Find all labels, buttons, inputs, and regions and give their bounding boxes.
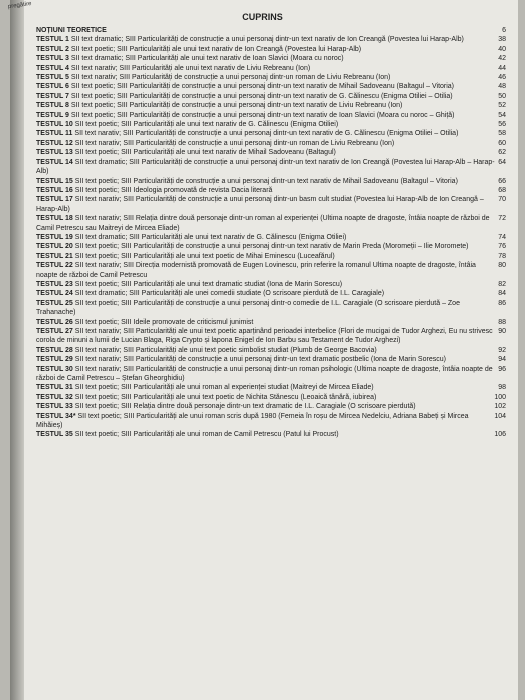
toc-test-description: SII text poetic; SIII Particularități ale unui roman al experienței studiat (Maitreyi de Mircea Eliade) <box>72 384 374 392</box>
toc-entry[interactable] <box>36 252 506 261</box>
toc-test-number: TESTUL 23 <box>36 280 73 288</box>
toc-test-number: TESTUL 6 <box>36 83 69 91</box>
toc-test-description: SII text poetic; SIII Particularități de construcție a unui personaj dintr-un text narativ de Ioan Slavici (Moara cu noroc – Ghiță) <box>68 111 455 119</box>
toc-test-number: TESTUL 5 <box>36 74 69 82</box>
toc-test-description: SII text narativ; SIII Particularități de construcție a unui personaj dintr-un roman psihologic (Ultima noapte de dragoste, întâia noapte de război de Camil Petrescu – Ștefan Gheorghidiu) <box>36 365 493 383</box>
toc-test-description: SII text poetic; SIII Particularități ale unui text narativ de G. Călinescu (Enigma Otiliei) <box>72 121 339 129</box>
toc-test-number: TESTUL 24 <box>36 290 73 298</box>
toc-test-description: SII text poetic; SIII Relația dintre două personaje dintr-un text dramatic de I.L. Caragiale (O scrisoare pierdută) <box>72 403 416 411</box>
toc-test-number: TESTUL 16 <box>36 186 73 194</box>
toc-test-number: TESTUL 10 <box>36 121 73 129</box>
toc-test-number: TESTUL 11 <box>36 130 73 138</box>
toc-test-number: TESTUL 2 <box>36 45 69 53</box>
toc-page-number: 6 <box>502 27 506 34</box>
toc-test-description: SII text poetic; SIII Particularități ale unui text narativ de Mihail Sadoveanu (Baltagul) <box>72 149 336 157</box>
toc-test-description: SII text poetic; SIII Particularități ale unui text narativ de Ion Creangă (Povestea lui Harap-Alb) <box>68 45 362 53</box>
toc-entry[interactable] <box>36 355 506 364</box>
toc-entry[interactable] <box>36 280 506 289</box>
toc-page-number: 74 <box>498 233 506 241</box>
toc-test-number: TESTUL 3 <box>36 55 69 63</box>
toc-test-description: SII text dramatic; SIII Particularități ale unei comedii studiate (O scrisoare pierdută de I.L. Caragiale) <box>72 290 385 298</box>
page-title: CUPRINS <box>242 12 283 22</box>
toc-test-number: TESTUL 32 <box>36 393 73 401</box>
toc-entry[interactable] <box>36 139 506 148</box>
toc-test-description: SII text dramatic; SIII Particularități de construcție a unui personaj dintr-un text narativ de Ion Creangă (Povestea lui Harap-Alb) <box>68 36 464 44</box>
toc-test-description: SII text poetic; SIII Particularități ale unui text poetic de Nichita Stănescu (Leoaică tânără, iubirea) <box>72 393 377 401</box>
toc-test-number: TESTUL 15 <box>36 177 73 185</box>
toc-page-number: 66 <box>498 177 506 185</box>
toc-page-number: 94 <box>498 356 506 364</box>
toc-test-number: TESTUL 18 <box>36 215 73 223</box>
toc-test-number: TESTUL 35 <box>36 431 73 439</box>
toc-test-description: SII text dramatic; SIII Particularități ale unui text narativ de G. Călinescu (Enigma Otiliei) <box>72 233 347 241</box>
toc-test-number: TESTUL 29 <box>36 356 73 364</box>
toc-page-number: 48 <box>498 83 506 91</box>
toc-entry[interactable] <box>36 45 506 54</box>
page-gutter-shadow <box>10 0 24 700</box>
toc-entry[interactable] <box>36 129 506 138</box>
toc-page-number: 42 <box>498 55 506 63</box>
toc-page-number: 84 <box>498 290 506 298</box>
toc-page-number: 58 <box>498 130 506 138</box>
table-of-contents <box>36 26 506 440</box>
toc-entry[interactable] <box>36 299 506 318</box>
toc-page-number: 40 <box>498 45 506 53</box>
toc-page-number: 106 <box>494 431 506 439</box>
toc-entry[interactable] <box>36 195 506 214</box>
toc-page-number: 62 <box>498 149 506 157</box>
toc-page-number: 46 <box>498 74 506 82</box>
toc-page-number: 60 <box>498 139 506 147</box>
toc-entry[interactable] <box>36 54 506 63</box>
toc-test-description: SII text narativ; SIII Particularități de construcție a unui personaj dintr-un text narativ de G. Călinescu (Enigma Otiliei – Otilia) <box>72 130 459 138</box>
toc-test-description: SII text narativ; SIII Relația dintre două personaje dintr-un roman al experienței (Ultima noapte de dragoste, întâia noapte de război de Camil Petrescu sau Maitreyi de Mircea Eliade) <box>36 215 490 232</box>
toc-test-number: TESTUL 12 <box>36 139 73 147</box>
toc-page-number: 68 <box>498 186 506 194</box>
toc-entry[interactable] <box>36 261 506 280</box>
toc-test-number: TESTUL 13 <box>36 149 73 157</box>
toc-entry[interactable] <box>36 64 506 73</box>
toc-test-number: TESTUL 20 <box>36 243 73 251</box>
toc-test-description: SII text poetic; SIII Particularități de construcție a unui personaj dintr-un text narativ de G. Călinescu (Enigma Otiliei – Otilia) <box>68 92 453 100</box>
toc-entry[interactable] <box>36 73 506 82</box>
toc-entry[interactable] <box>36 92 506 101</box>
toc-entry[interactable] <box>36 327 506 346</box>
toc-page-number: 52 <box>498 102 506 110</box>
toc-test-description: SII text poetic; SIII Particularități de construcție a unui personaj dintr-un text narativ de Marin Preda (Moromeții – Ilie Moromete) <box>72 243 469 251</box>
toc-entry[interactable] <box>36 318 506 327</box>
toc-test-description: SII text poetic; SIII Particularități de construcție a unui personaj dintr-un text narativ de Mihail Sadoveanu (Baltagul – Vitoria) <box>68 83 455 91</box>
toc-entry[interactable] <box>36 177 506 186</box>
toc-test-description: SII text narativ; SIII Particularități de construcție a unui personaj dintr-un roman de Liviu Rebreanu (Ion) <box>68 74 391 82</box>
toc-page-number: 44 <box>498 64 506 72</box>
toc-page-number: 92 <box>498 346 506 354</box>
toc-entry[interactable] <box>36 393 506 402</box>
toc-test-number: TESTUL 31 <box>36 384 73 392</box>
toc-page-number: 64 <box>498 158 506 166</box>
toc-test-description: SII text dramatic; SIII Particularități de construcție a unui personaj dintr-un text narativ de Ion Creangă (Povestea lui Harap-Alb – Harap-Alb) <box>36 158 495 176</box>
toc-test-number: TESTUL 1 <box>36 36 69 44</box>
toc-test-number: TESTUL 9 <box>36 111 69 119</box>
toc-test-number: TESTUL 17 <box>36 196 73 204</box>
toc-test-description: SII text poetic; SIII Particularități de construcție a unui personaj dintr-o comedie de I.L. Caragiale (O scrisoare pierdută – Zoe Trahanache) <box>36 299 460 317</box>
toc-test-number: TESTUL 34* <box>36 412 76 420</box>
toc-entry[interactable] <box>36 35 506 44</box>
toc-test-number: TESTUL 25 <box>36 299 73 307</box>
toc-entry[interactable] <box>36 346 506 355</box>
toc-test-description: SII text narativ; SIII Particularități ale unui text poetic aparținând perioadei interbelice (Flori de mucigai de Tudor Arghezi, Eu nu strivesc corola de minuni a lumii de Lucian Blaga, Riga Crypto și lapona Enigel de Ion Barbu sau Testament de Tudor Arghezi) <box>36 328 493 345</box>
toc-page-number: 82 <box>498 280 506 288</box>
toc-page-number: 98 <box>498 384 506 392</box>
toc-intro-label: NOȚIUNI TEORETICE <box>36 27 107 34</box>
toc-entry[interactable] <box>36 430 506 439</box>
toc-entry[interactable] <box>36 242 506 251</box>
toc-entry[interactable] <box>36 111 506 120</box>
toc-page-number: 104 <box>494 412 506 420</box>
toc-test-description: SII text poetic; SIII Particularități de construcție a unui personaj dintr-un text narativ de Liviu Rebreanu (Ion) <box>68 102 403 110</box>
toc-entry[interactable] <box>36 186 506 195</box>
toc-page-number: 76 <box>498 243 506 251</box>
toc-test-number: TESTUL 30 <box>36 365 73 373</box>
toc-test-description: SII text narativ; SIII Particularități de construcție a unui personaj dintr-un text dramatic postbelic (Iona de Marin Sorescu) <box>72 356 446 364</box>
toc-entry[interactable] <box>36 82 506 91</box>
toc-page-number: 86 <box>498 299 506 307</box>
toc-test-description: SII text poetic; SIII Particularități ale unui roman scris după 1980 (Femeia în roșu de Mircea Nedelciu, Adriana Babeți și Mircea Mihăieș) <box>36 412 469 430</box>
toc-page-number: 50 <box>498 92 506 100</box>
toc-page-number: 72 <box>498 215 506 223</box>
toc-test-number: TESTUL 27 <box>36 328 73 335</box>
toc-entry[interactable] <box>36 365 506 384</box>
toc-test-number: TESTUL 33 <box>36 403 73 411</box>
toc-page-number: 80 <box>498 262 506 270</box>
toc-test-description: SII text poetic; SIII Particularități ale unui text poetic de Mihai Eminescu (Luceafărul) <box>72 252 335 260</box>
margin-note: pregătire <box>7 0 32 11</box>
toc-intro[interactable] <box>36 26 506 35</box>
toc-page-number: 90 <box>498 328 506 335</box>
toc-test-number: TESTUL 28 <box>36 346 73 354</box>
toc-page-number: 54 <box>498 111 506 119</box>
toc-entry[interactable] <box>36 148 506 157</box>
toc-test-description: SII text poetic; SIII Particularități de construcție a unui personaj dintr-un text narativ de Mihail Sadoveanu (Baltagul – Vitoria) <box>72 177 458 185</box>
toc-test-number: TESTUL 7 <box>36 92 69 100</box>
toc-test-description: SII text poetic; SIII Particularități ale unui roman de Camil Petrescu (Patul lui Procust) <box>72 431 339 439</box>
toc-page-number: 100 <box>494 393 506 401</box>
toc-test-number: TESTUL 8 <box>36 102 69 110</box>
toc-test-description: SII text narativ; SIII Particularități ale unui text poetic simbolist studiat (Plumb de George Bacovia) <box>72 346 377 354</box>
toc-test-description: SII text poetic; SIII Ideologia promovată de revista Dacia literară <box>72 186 273 194</box>
toc-test-number: TESTUL 14 <box>36 158 73 166</box>
toc-page-number: 96 <box>498 365 506 373</box>
toc-entry[interactable] <box>36 214 506 233</box>
toc-test-description: SII text narativ; SIII Particularități de construcție a unui personaj dintr-un basm cult studiat (Povestea lui Harap-Alb de Ion Creangă – Harap-Alb) <box>36 196 484 213</box>
toc-entry[interactable] <box>36 289 506 298</box>
toc-page-number: 88 <box>498 318 506 326</box>
toc-test-description: SII text poetic; SIII Ideile promovate de criticismul junimist <box>72 318 254 326</box>
toc-entry[interactable] <box>36 383 506 392</box>
toc-test-number: TESTUL 4 <box>36 64 69 72</box>
toc-entry[interactable] <box>36 412 506 431</box>
toc-page-number: 38 <box>498 36 506 44</box>
toc-test-description: SII text dramatic; SIII Particularități ale unui text narativ de Ioan Slavici (Moara cu noroc) <box>68 55 344 63</box>
toc-entry[interactable] <box>36 233 506 242</box>
toc-page-number: 56 <box>498 121 506 129</box>
toc-test-description: SII text narativ; SIII Particularități de construcție a unui personaj dintr-un roman de Liviu Rebreanu (Ion) <box>72 139 395 147</box>
toc-page-number: 70 <box>498 196 506 204</box>
toc-test-number: TESTUL 19 <box>36 233 73 241</box>
toc-test-number: TESTUL 26 <box>36 318 73 326</box>
toc-test-number: TESTUL 22 <box>36 262 73 270</box>
toc-test-description: SII text narativ; SIII Direcția modernistă promovată de Eugen Lovinescu, prin referire la romanul Ultima noapte de dragoste, întâia noapte de război de Camil Petrescu <box>36 262 476 279</box>
toc-entry[interactable] <box>36 158 506 177</box>
toc-test-description: SII text poetic; SIII Particularități ale unui text dramatic studiat (Iona de Marin Sorescu) <box>72 280 343 288</box>
toc-entry[interactable] <box>36 402 506 411</box>
toc-test-number: TESTUL 21 <box>36 252 73 260</box>
toc-page-number: 78 <box>498 252 506 260</box>
toc-entry[interactable] <box>36 120 506 129</box>
toc-test-description: SII text narativ; SIII Particularități ale unui text narativ de Liviu Rebreanu (Ion) <box>68 64 311 72</box>
toc-entry[interactable] <box>36 101 506 110</box>
toc-page-number: 102 <box>494 403 506 411</box>
